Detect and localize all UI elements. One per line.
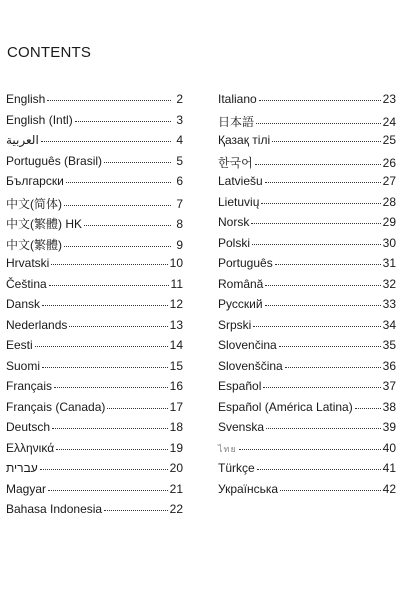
toc-left-column (6, 92, 183, 523)
toc-dot-leader (257, 469, 381, 470)
toc-entry-page-number: 42 (382, 481, 396, 496)
toc-dot-leader (52, 428, 168, 429)
page-title: CONTENTS (7, 44, 92, 61)
toc-entry-language: Türkçe (218, 461, 255, 475)
toc-entry-page-number: 26 (382, 155, 396, 170)
toc-entry-language: Español (218, 379, 262, 393)
toc-dot-leader (239, 449, 381, 450)
toc-entry-page-number: 30 (382, 235, 396, 250)
toc-entry-language: Latviešu (218, 174, 263, 188)
toc-entry-page-number: 15 (169, 358, 183, 373)
toc-entry (6, 236, 183, 257)
toc-entry (218, 379, 396, 400)
toc-entry-language: 日本語 (218, 114, 255, 129)
toc-entry-language: Bahasa Indonesia (6, 502, 103, 516)
toc-entry-page-number: 3 (176, 112, 183, 127)
toc-entry (6, 174, 183, 195)
toc-entry-page-number: 28 (382, 194, 396, 209)
toc-dot-leader (48, 490, 168, 491)
toc-entry (218, 420, 396, 441)
toc-entry-page-number: 4 (176, 133, 183, 147)
toc-entry-language: 한국어 (218, 155, 253, 170)
toc-dot-leader (75, 121, 171, 122)
toc-entry-page-number: 17 (169, 399, 183, 414)
toc-entry-page-number: 5 (176, 153, 183, 168)
toc-dot-leader (251, 223, 380, 224)
toc-dot-leader (272, 141, 381, 142)
toc-entry-language: Svenska (218, 420, 265, 434)
toc-entry (218, 215, 396, 236)
toc-entry-language: Hrvatski (6, 256, 50, 270)
toc-dot-leader (355, 408, 381, 409)
toc-entry-language: 中文(繁體) (6, 237, 62, 252)
toc-entry (6, 277, 183, 298)
toc-dot-leader (64, 205, 171, 206)
toc-dot-leader (107, 408, 167, 409)
toc-dot-leader (280, 490, 381, 491)
toc-entry-language: Polski (218, 235, 251, 250)
toc-entry-page-number: 6 (176, 174, 183, 188)
toc-entry-language: Português (218, 256, 273, 270)
toc-entry (218, 154, 396, 175)
toc-dot-leader (41, 141, 171, 142)
toc-entry-page-number: 37 (382, 379, 396, 393)
toc-dot-leader (255, 164, 381, 165)
toc-entry-page-number: 14 (169, 338, 183, 352)
toc-entry-language: Dansk (6, 297, 41, 311)
toc-entry-page-number: 24 (382, 114, 396, 129)
toc-entry-page-number: 41 (382, 461, 396, 475)
toc-entry (218, 297, 396, 318)
toc-dot-leader (104, 162, 171, 163)
toc-entry-language: Norsk (218, 215, 250, 229)
toc-entry (218, 277, 396, 298)
toc-dot-leader (265, 182, 381, 183)
toc-entry-language: Slovenščina (218, 358, 283, 373)
toc-dot-leader (54, 387, 168, 388)
toc-entry-page-number: 39 (382, 420, 396, 434)
toc-entry-language: Русский (218, 297, 263, 311)
toc-dot-leader (56, 449, 168, 450)
toc-entry-page-number: 34 (382, 317, 396, 332)
toc-dot-leader (279, 346, 381, 347)
toc-dot-leader (84, 225, 171, 226)
toc-dot-leader (275, 264, 381, 265)
toc-dot-leader (285, 367, 381, 368)
toc-entry-language: Nederlands (6, 317, 68, 332)
toc-entry-page-number: 18 (169, 420, 183, 434)
toc-entry (6, 502, 183, 523)
toc-entry (6, 318, 183, 339)
toc-entry-page-number: 33 (382, 297, 396, 311)
toc-entry (218, 441, 396, 462)
toc-entry (6, 154, 183, 175)
toc-dot-leader (104, 510, 168, 511)
toc-entry-page-number: 2 (176, 92, 183, 106)
toc-entry (6, 400, 183, 421)
toc-dot-leader (64, 246, 171, 247)
toc-entry-language: العربية (6, 133, 39, 147)
toc-entry (6, 113, 183, 134)
toc-entry (6, 256, 183, 277)
toc-entry-language: Slovenčina (218, 338, 277, 352)
toc-entry-language: ไทย (218, 443, 237, 454)
toc-dot-leader (42, 305, 168, 306)
toc-entry-language: 中文(简体) (6, 196, 62, 211)
toc-entry-language: Español (América Latina) (218, 399, 353, 414)
toc-entry (218, 133, 396, 154)
toc-entry-language: עברית (6, 461, 38, 475)
toc-entry-page-number: 23 (382, 92, 396, 106)
toc-dot-leader (252, 244, 381, 245)
toc-entry-language: Ελληνικά (6, 440, 55, 455)
toc-right-column (218, 92, 396, 502)
toc-entry-page-number: 22 (169, 502, 183, 516)
toc-dot-leader (259, 100, 381, 101)
toc-dot-leader (256, 123, 381, 124)
toc-entry-language: Français (6, 379, 53, 393)
toc-entry (218, 482, 396, 503)
toc-entry-language: Български (6, 174, 64, 188)
toc-dot-leader (261, 203, 380, 204)
toc-entry (6, 195, 183, 216)
toc-entry-language: Қазақ тілі (218, 133, 271, 147)
toc-entry-page-number: 40 (382, 440, 396, 455)
toc-entry (6, 359, 183, 380)
toc-entry (218, 92, 396, 113)
toc-dot-leader (49, 285, 169, 286)
toc-entry (6, 441, 183, 462)
toc-dot-leader (51, 264, 167, 265)
toc-entry-page-number: 12 (169, 297, 183, 311)
toc-entry-page-number: 38 (382, 399, 396, 414)
toc-entry-language: Italiano (218, 92, 257, 106)
toc-entry-page-number: 8 (176, 217, 183, 231)
toc-entry (6, 215, 183, 236)
toc-entry (6, 379, 183, 400)
toc-entry (218, 461, 396, 482)
toc-entry (218, 359, 396, 380)
toc-entry (218, 174, 396, 195)
toc-dot-leader (47, 100, 171, 101)
toc-entry-language: Suomi (6, 358, 41, 373)
toc-entry-page-number: 36 (382, 358, 396, 373)
toc-entry-page-number: 27 (382, 174, 396, 188)
toc-entry-language: 中文(繁體) HK (6, 217, 82, 231)
toc-dot-leader (42, 367, 168, 368)
toc-dot-leader (266, 428, 381, 429)
toc-entry (218, 318, 396, 339)
toc-entry (218, 113, 396, 134)
toc-entry-language: Português (Brasil) (6, 153, 103, 168)
toc-entry-page-number: 16 (169, 379, 183, 393)
toc-entry-language: Eesti (6, 338, 33, 352)
toc-dot-leader (69, 326, 167, 327)
toc-entry (6, 297, 183, 318)
toc-entry-language: English (Intl) (6, 112, 73, 127)
toc-entry-page-number: 29 (382, 215, 396, 229)
toc-dot-leader (253, 326, 380, 327)
toc-entry-language: Français (Canada) (6, 399, 106, 414)
toc-entry-page-number: 10 (169, 256, 183, 270)
toc-entry-page-number: 25 (382, 133, 396, 147)
toc-entry (6, 461, 183, 482)
toc-entry-language: Deutsch (6, 420, 51, 434)
toc-entry-language: Română (218, 276, 264, 291)
toc-entry-page-number: 35 (382, 338, 396, 352)
toc-entry (6, 338, 183, 359)
toc-dot-leader (265, 285, 380, 286)
toc-entry (218, 256, 396, 277)
toc-entry (6, 482, 183, 503)
toc-dot-leader (40, 469, 168, 470)
toc-entry (6, 92, 183, 113)
toc-entry-page-number: 13 (169, 317, 183, 332)
toc-entry (218, 195, 396, 216)
toc-entry-page-number: 11 (170, 276, 183, 291)
toc-entry-page-number: 19 (169, 440, 183, 455)
toc-entry-page-number: 20 (169, 461, 183, 475)
toc-entry (6, 133, 183, 154)
toc-entry (218, 338, 396, 359)
toc-entry-language: English (6, 92, 46, 106)
toc-entry-page-number: 7 (176, 196, 183, 211)
toc-entry-page-number: 21 (169, 481, 183, 496)
toc-entry-language: Українська (218, 481, 279, 496)
toc-dot-leader (265, 305, 381, 306)
toc-entry-language: Magyar (6, 481, 47, 496)
toc-entry-page-number: 31 (382, 256, 396, 270)
toc-entry-page-number: 9 (176, 237, 183, 252)
toc-entry (218, 400, 396, 421)
toc-entry-language: Srpski (218, 317, 252, 332)
toc-entry-language: Lietuvių (218, 194, 260, 209)
toc-entry (6, 420, 183, 441)
toc-entry-page-number: 32 (382, 276, 396, 291)
toc-dot-leader (35, 346, 168, 347)
toc-entry-language: Čeština (6, 276, 47, 291)
toc-dot-leader (66, 182, 171, 183)
toc-entry (218, 236, 396, 257)
toc-dot-leader (263, 387, 380, 388)
